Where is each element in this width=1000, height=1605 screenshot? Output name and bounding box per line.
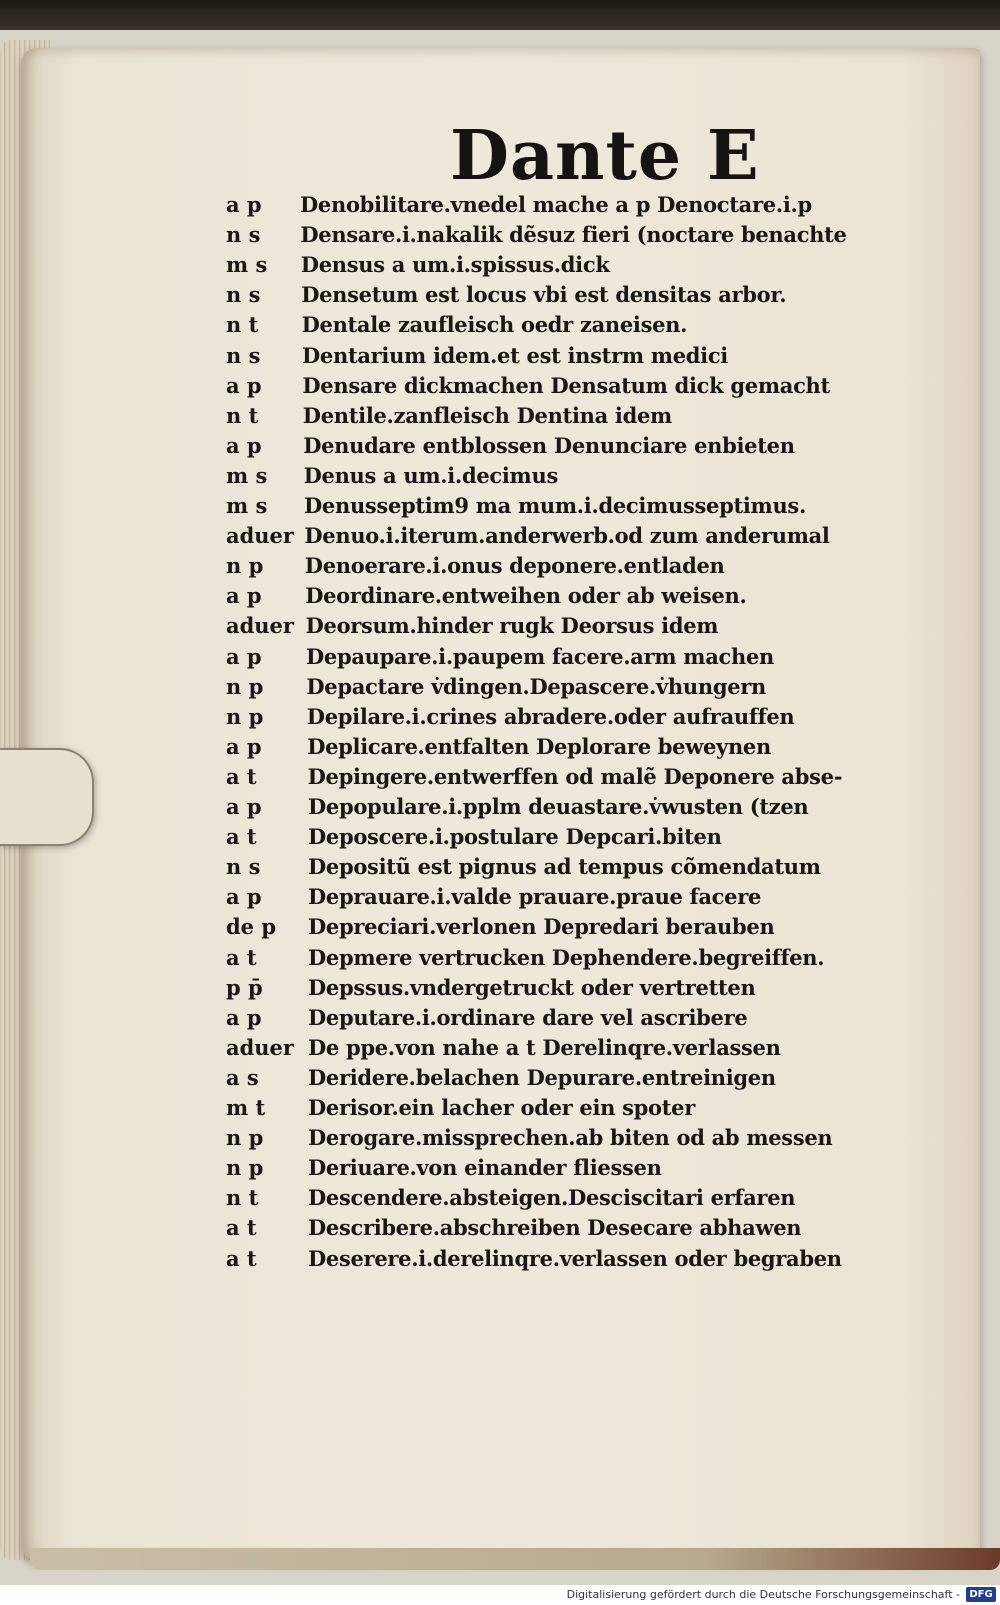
entry-text: Densus a um.i.spissus.dick [300,252,610,278]
entry-text: Deriuare.von einander fliessen [308,1155,662,1181]
entry-text: Depositũ est pignus ad tempus cõmendatum [308,854,821,880]
entry-row [0,190,1000,220]
entry-row [0,341,1000,371]
entry-row [0,521,1000,551]
entry-grammar-marker: n p [226,673,264,699]
entry-row [0,250,1000,280]
entry-text: Densetum est locus vbi est densitas arbor. [301,282,787,308]
entry-text: Deputare.i.ordinare dare vel ascribere [308,1004,748,1030]
entry-text: Describere.abschreiben Desecare abhawen [308,1215,802,1241]
entry-text: Depactare v̇dingen.Depascere.v̇hungern [306,673,766,699]
footer [0,1585,1000,1605]
entry-text: Denus a um.i.decimus [303,462,558,488]
entry-row [0,551,1000,581]
entry-grammar-marker: a p [226,372,262,398]
entry-row [0,882,1000,912]
entry-row [0,280,1000,310]
entry-row [0,702,1000,732]
entry-text: Derisor.ein lacher oder ein spoter [308,1095,695,1120]
entry-row [0,1123,1000,1153]
entry-row [0,1033,1000,1063]
entry-text: Descendere.absteigen.Desciscitari erfaren [308,1185,796,1211]
entry-row [0,1093,1000,1123]
entry-row [0,822,1000,852]
entry-text: Deorsum.hinder rugk Deorsus idem [305,613,719,639]
entry-grammar-marker: aduer [226,1034,294,1060]
entry-text: Depreciari.verlonen Depredari berauben [308,914,775,940]
entry-grammar-marker: n p [226,553,264,579]
entry-text: Depaupare.i.paupem facere.arm machen [306,643,775,669]
entry-grammar-marker: a s [226,1064,259,1090]
entry-grammar-marker: n s [226,854,261,880]
entry-grammar-marker: m t [226,1095,266,1120]
entry-row [0,642,1000,672]
entry-row [0,461,1000,491]
entry-row [0,1063,1000,1093]
entry-row [0,672,1000,702]
entry-row [0,371,1000,401]
entry-grammar-marker: a p [226,733,262,759]
entry-text: Denuo.i.iterum.anderwerb.od zum anderumal [304,523,830,549]
entry-row [0,1183,1000,1213]
entry-text: Deordinare.entweihen oder ab weisen. [305,583,747,609]
entry-grammar-marker: p p̄ [226,974,263,1000]
entry-text: Densare dickmachen Densatum dick gemacht [302,372,830,398]
entry-text: Depilare.i.crines abradere.oder aufrauffen [306,703,795,729]
entry-row [0,1213,1000,1243]
entry-text: Deridere.belachen Depurare.entreinigen [308,1064,776,1090]
entry-row [0,401,1000,431]
entry-text: Densare.i.nakalik dẽsuz fieri (noctare benachte [300,222,847,248]
entry-grammar-marker: a p [226,1004,262,1030]
entry-row [0,310,1000,340]
entry-grammar-marker: aduer [226,523,294,549]
entry-grammar-marker: a t [226,763,257,789]
entry-row [0,431,1000,461]
entry-row [0,581,1000,611]
entry-text: Deserere.i.derelinqre.verlassen oder begraben [308,1245,842,1271]
entry-row [0,220,1000,250]
entry-text: Dentile.zanfleisch Dentina idem [302,402,672,428]
entry-grammar-marker: a p [226,884,262,910]
entry-row [0,943,1000,973]
entry-grammar-marker: n t [226,312,259,338]
entry-grammar-marker: a p [226,583,262,609]
entry-row [0,1153,1000,1183]
entry-row [0,852,1000,882]
entry-text: Deplicare.entfalten Deplorare beweynen [307,733,771,759]
entry-grammar-marker: n p [226,1155,264,1181]
entry-grammar-marker: m s [226,252,268,278]
entry-text: Denudare entblossen Denunciare enbieten [303,432,795,458]
entry-grammar-marker: a p [226,192,262,217]
entry-row [0,912,1000,942]
entry-text: De ppe.von nahe a t Derelinqre.verlassen [308,1034,781,1060]
entry-grammar-marker: a p [226,643,262,669]
entry-grammar-marker: n s [226,222,261,248]
entry-row [0,792,1000,822]
entry-grammar-marker: a t [226,944,257,970]
entry-grammar-marker: n t [226,1185,259,1211]
entry-text: Denoerare.i.onus deponere.entladen [304,553,725,579]
entry-row [0,973,1000,1003]
entry-grammar-marker: a p [226,794,262,819]
entry-row [0,1003,1000,1033]
entry-text: Depopulare.i.pplm deuastare.v̇wusten (tzen [308,794,809,819]
entry-grammar-marker: n t [226,402,259,428]
dfg-logo: DFG [966,1587,996,1602]
entry-grammar-marker: aduer [226,613,294,639]
entry-grammar-marker: de p [226,914,277,940]
entry-row [0,611,1000,641]
entry-grammar-marker: m s [226,462,268,488]
entry-text: Deprauare.i.valde prauare.praue facere [308,884,762,910]
entry-text: Denobilitare.vnedel mache a p Denoctare.i.p [300,192,812,217]
entry-grammar-marker: n s [226,282,261,308]
page-heading: Dante E [450,116,760,196]
entry-text: Denusseptim9 ma mum.i.decimusseptimus. [304,493,806,518]
entry-text: Dentarium idem.et est instrm medici [302,342,728,368]
entry-text: Depmere vertrucken Dephendere.begreiffen. [308,944,825,970]
entry-grammar-marker: m s [226,493,268,518]
entry-row [0,732,1000,762]
entry-row [0,762,1000,792]
entry-grammar-marker: n p [226,1125,264,1151]
entry-row [0,1244,1000,1274]
entry-grammar-marker: a t [226,824,257,850]
entry-text: Depssus.vndergetruckt oder vertretten [308,974,756,1000]
entry-grammar-marker: a t [226,1245,257,1271]
entry-text: Dentale zaufleisch oedr zaneisen. [301,312,688,338]
entry-text: Depingere.entwerffen od malẽ Deponere abse- [307,763,843,789]
entry-grammar-marker: a t [226,1215,257,1241]
entry-text: Derogare.missprechen.ab biten od ab messen [308,1125,833,1151]
entry-grammar-marker: n s [226,342,261,368]
entry-grammar-marker: n p [226,703,264,729]
entry-row [0,491,1000,521]
entry-text: Deposcere.i.postulare Depcari.biten [308,824,722,850]
entry-grammar-marker: a p [226,432,262,458]
footer-credit: Digitalisierung gefördert durch die Deutsche Forschungsgemeinschaft - [566,1588,960,1601]
